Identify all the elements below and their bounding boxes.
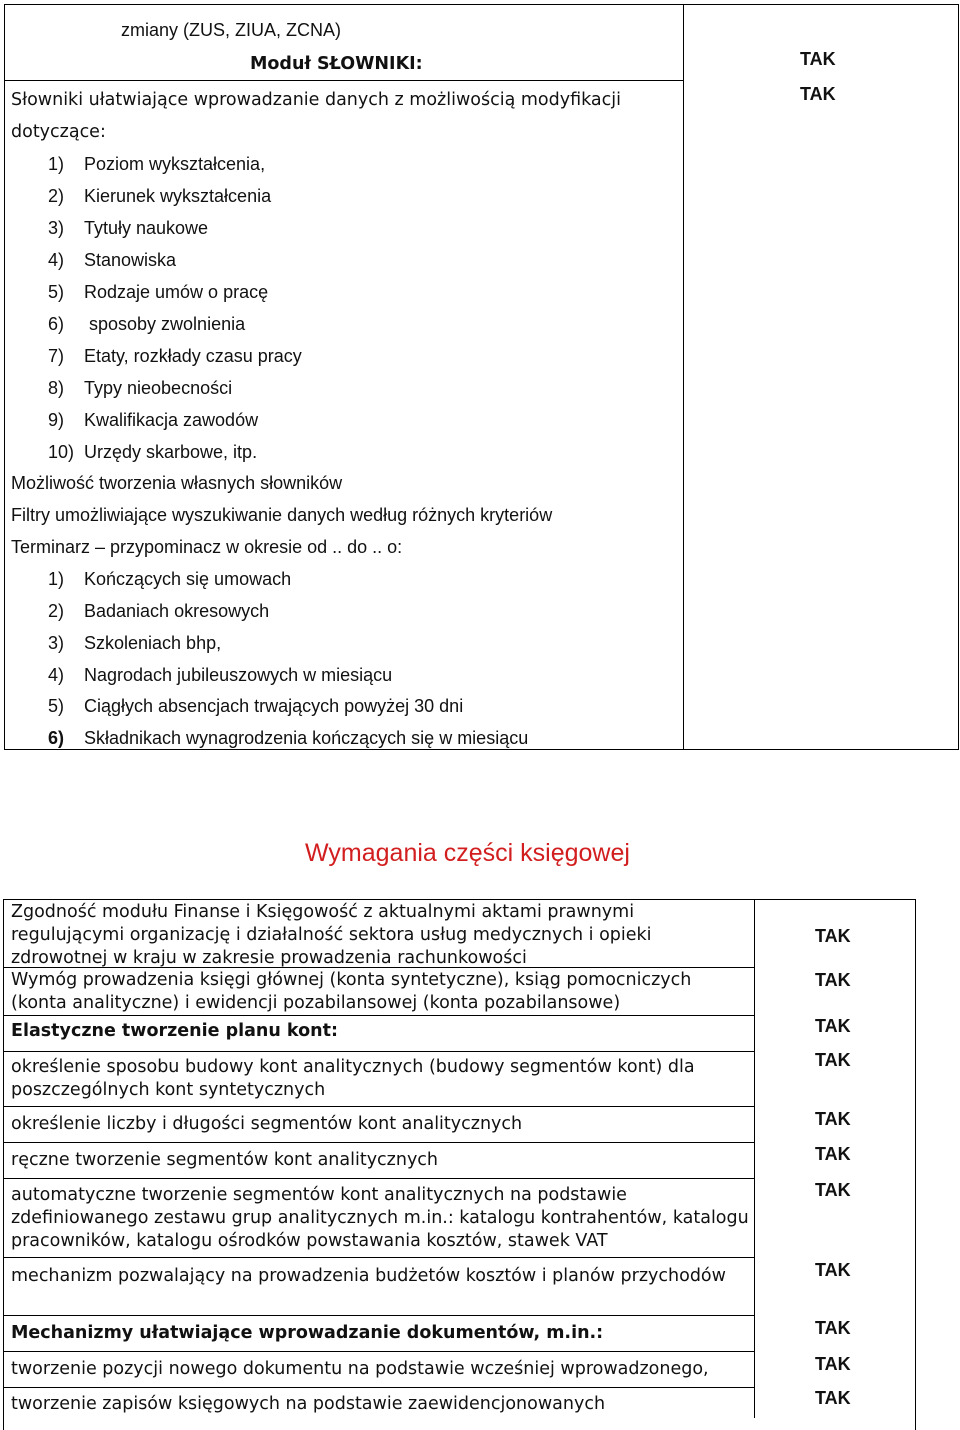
list-number: 5)	[48, 696, 65, 716]
table-row-text: automatyczne tworzenie segmentów kont analitycznych na podstawie zdefiniowanego zestawu grup analitycznych m.in.: katalogu kontrahentów, katalogu pracowników, katalogu ośrodków powstawania kosztów, stawek VAT	[11, 1185, 749, 1251]
list-number: 9)	[48, 410, 65, 430]
list-item: Nagrodach jubileuszowych w miesiącu	[84, 665, 393, 685]
status-value: TAK	[815, 970, 851, 990]
status-value: TAK	[815, 1260, 851, 1280]
status-value: TAK	[800, 49, 836, 69]
list-number: 10)	[48, 442, 75, 462]
row-divider	[3, 1142, 755, 1143]
status-value: TAK	[815, 1144, 851, 1164]
section-heading: Wymagania części księgowej	[305, 839, 630, 867]
row-divider	[3, 1015, 755, 1016]
status-value: TAK	[815, 1016, 851, 1036]
list-item: Badaniach okresowych	[84, 601, 270, 621]
list-item: Rodzaje umów o pracę	[84, 282, 269, 302]
list-number: 3)	[48, 633, 65, 653]
list-item: Szkoleniach bhp,	[84, 633, 222, 653]
list-number: 1)	[48, 569, 65, 589]
list-number: 6)	[48, 314, 65, 334]
list-number: 3)	[48, 218, 65, 238]
scheduler-text: Terminarz – przypominacz w okresie od .. do .. o:	[11, 537, 403, 557]
table-row-text: tworzenie zapisów księgowych na podstawie zaewidencjonowanych	[11, 1394, 606, 1414]
row-divider	[3, 1351, 755, 1352]
module-title: Moduł SŁOWNIKI:	[250, 54, 423, 74]
table-row-text: mechanizm pozwalający na prowadzenia budżetów kosztów i planów przychodów	[11, 1266, 726, 1286]
table-row-text: określenie sposobu budowy kont analitycznych (budowy segmentów kont) dla poszczególnych kont syntetycznych	[11, 1057, 695, 1100]
column-divider	[754, 899, 755, 1418]
list-item: Ciągłych absencjach trwających powyżej 30 dni	[84, 696, 464, 716]
list-number: 1)	[48, 154, 65, 174]
list-number: 2)	[48, 601, 65, 621]
accounting-requirements-table	[3, 899, 916, 1418]
status-value: TAK	[815, 1109, 851, 1129]
intro-text-line2: dotyczące:	[11, 122, 106, 142]
table-row-text: Mechanizmy ułatwiające wprowadzanie dokumentów, m.in.:	[11, 1323, 604, 1343]
filters-text: Filtry umożliwiające wyszukiwanie danych według różnych kryteriów	[11, 505, 553, 525]
list-item: sposoby zwolnienia	[84, 314, 246, 334]
list-item: Stanowiska	[84, 250, 177, 270]
status-value: TAK	[800, 84, 836, 104]
list-number: 7)	[48, 346, 65, 366]
list-item: Tytuły naukowe	[84, 218, 209, 238]
table-row-text: Zgodność modułu Finanse i Księgowość z aktualnymi aktami prawnymi regulującymi organizację i działalność sektora usług medycznych i opieki zdrowotnej w kraju w zakresie prowadzenia rachunkowości	[11, 902, 652, 968]
row-divider	[3, 1387, 755, 1388]
list-item: Poziom wykształcenia,	[84, 154, 266, 174]
list-number: 6)	[48, 728, 65, 748]
list-number: 5)	[48, 282, 65, 302]
status-value: TAK	[815, 1388, 851, 1408]
intro-text-line1: Słowniki ułatwiające wprowadzanie danych z możliwością modyfikacji	[11, 90, 621, 110]
row-divider	[4, 80, 684, 81]
status-value: TAK	[815, 1050, 851, 1070]
dictionaries-table	[4, 4, 959, 750]
list-number: 4)	[48, 250, 65, 270]
table-row-text: tworzenie pozycji nowego dokumentu na podstawie wcześniej wprowadzonego,	[11, 1359, 709, 1379]
status-value: TAK	[815, 1354, 851, 1374]
list-item: Typy nieobecności	[84, 378, 233, 398]
table-row-text: Elastyczne tworzenie planu kont:	[11, 1021, 338, 1041]
list-item: Etaty, rozkłady czasu pracy	[84, 346, 302, 366]
list-item: Składnikach wynagrodzenia kończących się w miesiącu	[84, 728, 529, 748]
list-number: 8)	[48, 378, 65, 398]
row-divider	[3, 1315, 755, 1316]
table-row-text: Wymóg prowadzenia księgi głównej (konta syntetyczne), ksiąg pomocniczych (konta analityczne) i ewidencji pozabilansowej (konta pozabilansowe)	[11, 970, 692, 1013]
list-item: Kierunek wykształcenia	[84, 186, 272, 206]
status-value: TAK	[815, 926, 851, 946]
changes-header-text: zmiany (ZUS, ZIUA, ZCNA)	[121, 20, 342, 40]
list-item: Kończących się umowach	[84, 569, 292, 589]
table-row-text: określenie liczby i długości segmentów kont analitycznych	[11, 1114, 523, 1134]
list-number: 2)	[48, 186, 65, 206]
list-number: 4)	[48, 665, 65, 685]
row-divider	[3, 1051, 755, 1052]
table-row-text: ręczne tworzenie segmentów kont analitycznych	[11, 1150, 439, 1170]
own-dictionaries-text: Możliwość tworzenia własnych słowników	[11, 473, 343, 493]
row-divider	[3, 1106, 755, 1107]
status-value: TAK	[815, 1180, 851, 1200]
row-divider	[3, 1257, 755, 1258]
row-divider	[3, 1178, 755, 1179]
status-value: TAK	[815, 1318, 851, 1338]
list-item: Urzędy skarbowe, itp.	[84, 442, 258, 462]
list-item: Kwalifikacja zawodów	[84, 410, 259, 430]
column-divider	[683, 4, 684, 750]
